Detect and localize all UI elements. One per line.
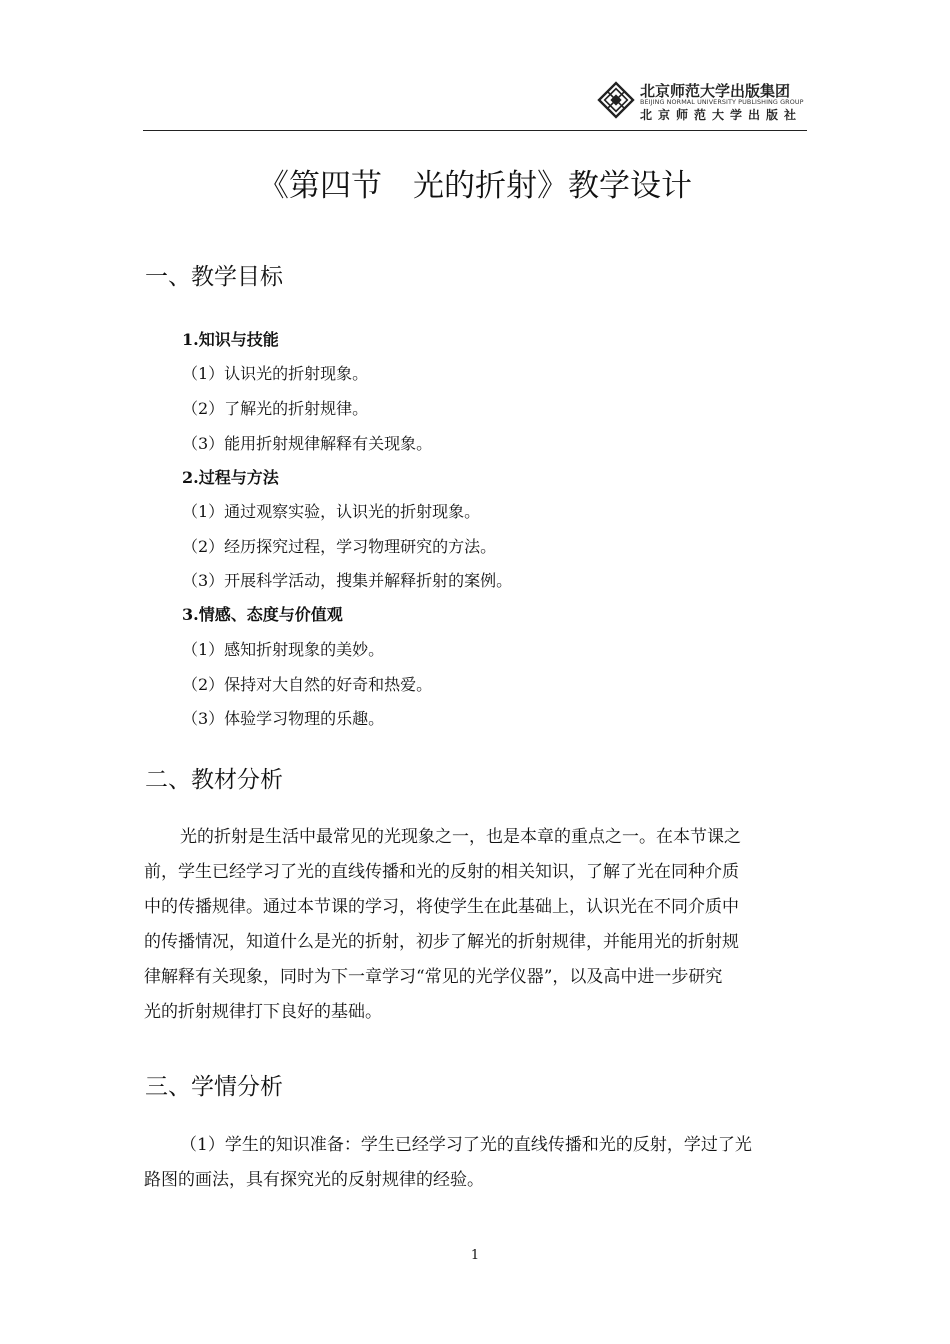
document-title: 《第四节 光的折射》教学设计 xyxy=(258,168,692,204)
publisher-logo xyxy=(596,80,808,122)
paragraph-line: 的传播情况，知道什么是光的折射，初步了解光的折射规律，并能用光的折射规 xyxy=(144,932,739,952)
section-heading-objectives: 一、教学目标 xyxy=(145,264,283,290)
subsection-label: 3.情感、态度与价值观 xyxy=(182,605,343,624)
list-item: （2）保持对大自然的好奇和热爱。 xyxy=(182,675,433,694)
paragraph-line: 光的折射是生活中最常见的光现象之一，也是本章的重点之一。在本节课之 xyxy=(180,827,741,847)
paragraph-line: 前，学生已经学习了光的直线传播和光的反射的相关知识，了解了光在同种介质 xyxy=(144,862,739,882)
list-item: （1）通过观察实验，认识光的折射现象。 xyxy=(182,502,481,521)
paragraph-line: 中的传播规律。通过本节课的学习，将使学生在此基础上，认识光在不同介质中 xyxy=(144,897,739,917)
section-heading-textbook-analysis: 二、教材分析 xyxy=(145,767,283,793)
publisher-name-en: BEIJING NORMAL UNIVERSITY PUBLISHING GROUP xyxy=(640,98,804,106)
page-number: 1 xyxy=(470,1248,480,1263)
press-name-cn: 北京师范大学出版社 xyxy=(640,108,803,122)
paragraph-line: 律解释有关现象，同时为下一章学习“常见的光学仪器”，以及高中进一步研究 xyxy=(144,967,723,987)
list-item: （1）感知折射现象的美妙。 xyxy=(182,640,385,659)
list-item: （3）体验学习物理的乐趣。 xyxy=(182,709,385,728)
list-item: （3）开展科学活动，搜集并解释折射的案例。 xyxy=(182,571,513,590)
textbook-analysis-paragraph xyxy=(144,820,810,1030)
learner-analysis-paragraph xyxy=(144,1128,810,1198)
subsection-label: 1.知识与技能 xyxy=(182,330,279,349)
list-item: （2）经历探究过程，学习物理研究的方法。 xyxy=(182,537,497,556)
section-heading-learner-analysis: 三、学情分析 xyxy=(145,1074,283,1100)
paragraph-line: （1）学生的知识准备：学生已经学习了光的直线传播和光的反射，学过了光 xyxy=(180,1135,752,1155)
paragraph-line: 路图的画法，具有探究光的反射规律的经验。 xyxy=(144,1170,484,1190)
publisher-emblem-icon xyxy=(596,80,636,120)
list-item: （1）认识光的折射现象。 xyxy=(182,364,369,383)
publisher-name-cn: 北京师范大学出版集团 xyxy=(640,82,791,100)
subsection-label: 2.过程与方法 xyxy=(182,468,279,487)
list-item: （2）了解光的折射规律。 xyxy=(182,399,369,418)
paragraph-line: 光的折射规律打下良好的基础。 xyxy=(144,1002,382,1022)
header-rule xyxy=(143,130,807,131)
list-item: （3）能用折射规律解释有关现象。 xyxy=(182,434,433,453)
